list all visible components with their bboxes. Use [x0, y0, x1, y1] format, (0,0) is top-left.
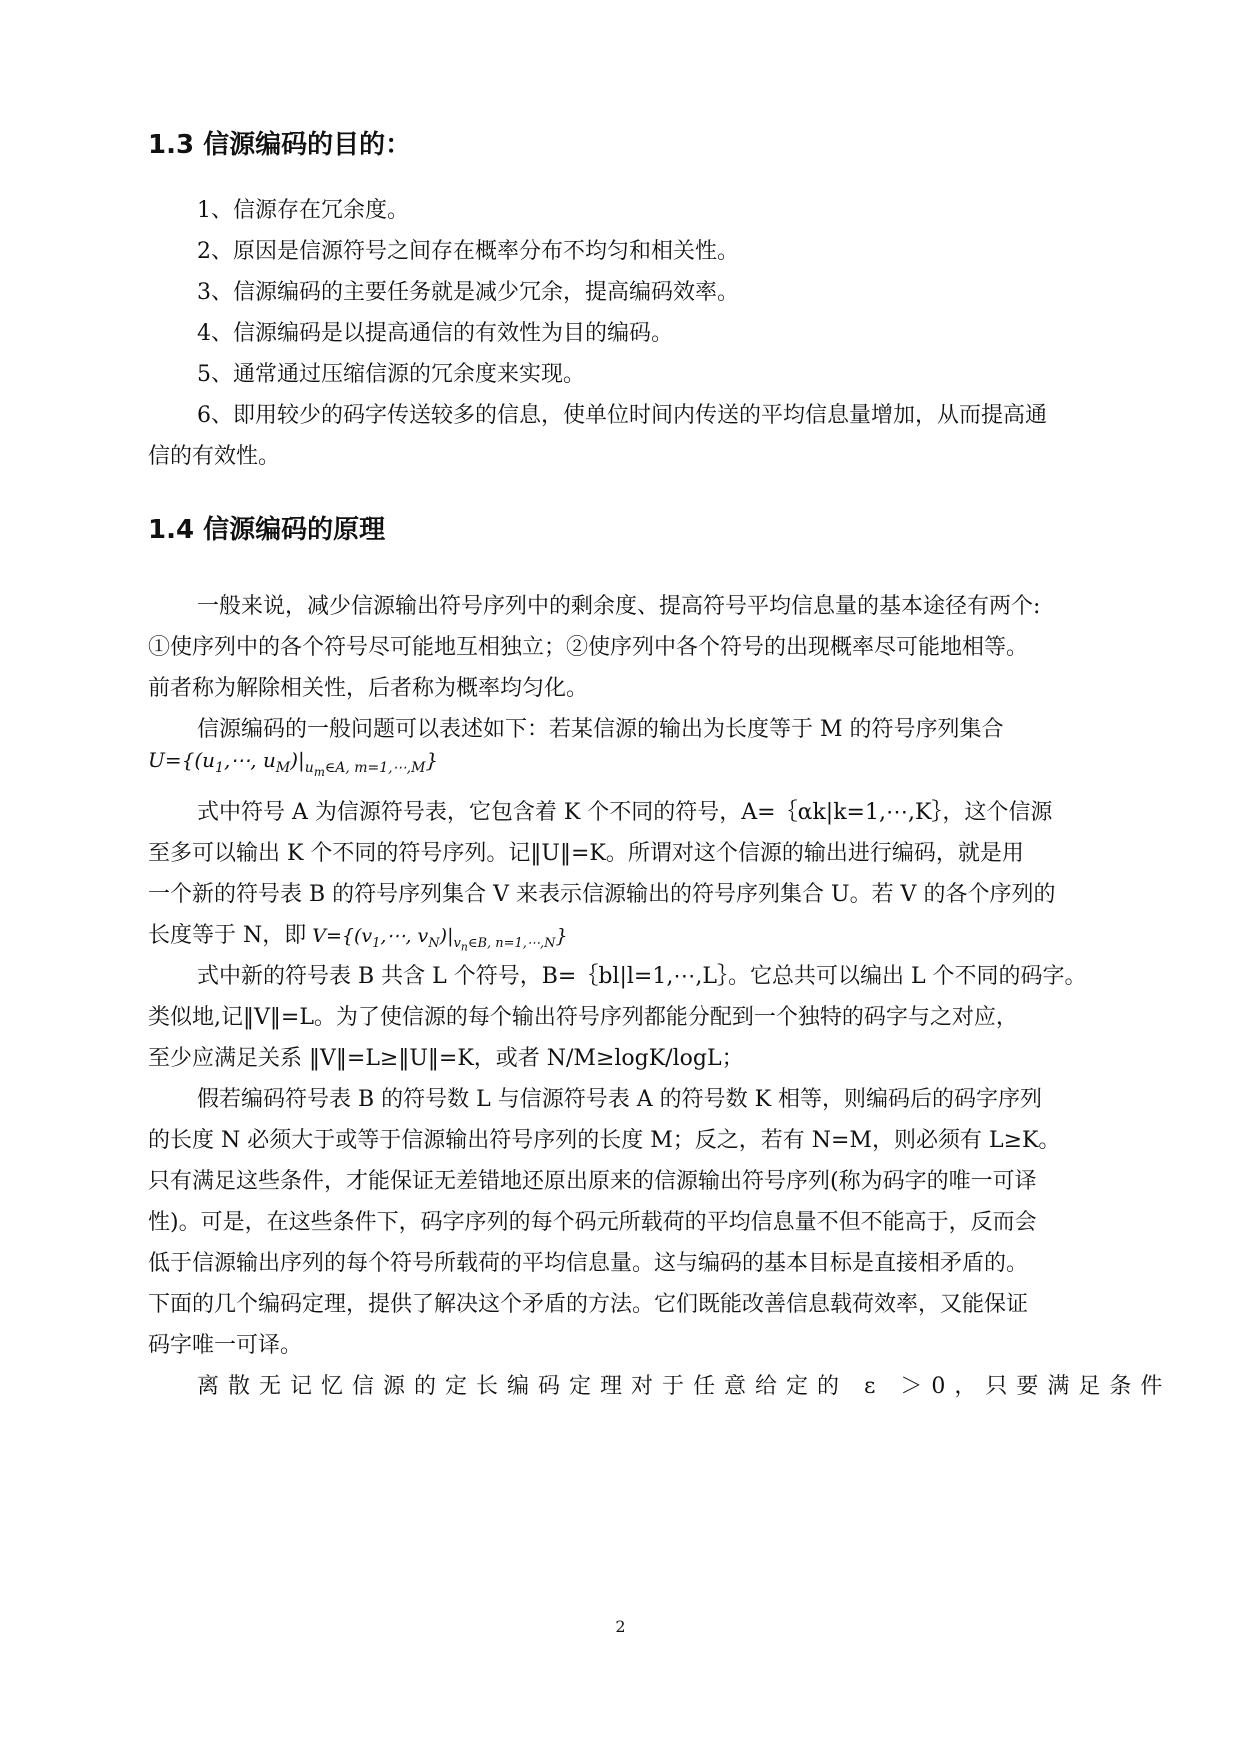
text-line-alphabet-A: 式中符号 A 为信源符号表，它包含着 K 个不同的符号，A=｛αk|k=1,⋯,K｝，这个信源	[197, 800, 1053, 825]
text-line-length-N: 长度等于 N，即 $V=\{(v_1,\cdots$, $v_N)|_{v_n\in B, n=1,\cdots,N}$}	[148, 923, 568, 954]
text-line-alphabet-B: 一个新的符号表 B 的符号序列集合 V 来表示信源输出的符号序列集合 U。若 V 的各个序列的	[148, 882, 1056, 907]
section-heading-1-4: 1.4 信源编码的原理	[148, 515, 386, 545]
purpose-item-6-cont: 信的有效性。	[148, 444, 281, 469]
text-line-fixed-length-theorem: 离散无记忆信源的定长编码定理对于任意给定的 ε ＞0，只要满足条件	[197, 1374, 1172, 1399]
principle-line-1: 一般来说，减少信源输出符号序列中的剩余度、提高符号平均信息量的基本途径有两个:	[197, 594, 1041, 619]
principle-line-4: 信源编码的一般问题可以表述如下：若某信源的输出为长度等于 M 的符号序列集合	[197, 717, 1004, 742]
text-line-assume: 假若编码符号表 B 的符号数 L 与信源符号表 A 的符号数 K 相等，则编码后的码字序列	[197, 1087, 1043, 1112]
text-line-unique: 码字唯一可译。	[148, 1333, 303, 1358]
purpose-item-6: 6、即用较少的码字传送较多的信息，使单位时间内传送的平均信息量增加，从而提高通	[197, 403, 1047, 428]
formula-V: $V=\{(v_1,\cdots$, $v_N)|_{v_n\in B, n=1,\cdots,N}$}	[312, 925, 568, 954]
text-line-however: 性)。可是，在这些条件下，码字序列的每个码元所载荷的平均信息量不但不能高于，反而会	[148, 1210, 1037, 1235]
text-line-B-symbols: 式中新的符号表 B 共含 L 个符号，B=｛bl|l=1,⋯,L｝。它总共可以编出 L 个不同的码字。	[197, 964, 1087, 989]
formula-U: $U=\{(u_1,\cdots$, $u_M)|_{u_m\in A, m=1,\cdots,M}$}	[148, 748, 439, 779]
text-line-norm-V: 类似地,记‖V‖=L。为了使信源的每个输出符号序列都能分配到一个独特的码字与之对应，	[148, 1005, 1018, 1030]
purpose-item-2: 2、原因是信源符号之间存在概率分布不均匀和相关性。	[197, 239, 739, 264]
text-line-norm-U: 至多可以输出 K 个不同的符号序列。记‖U‖=K。所谓对这个信源的输出进行编码，就是用	[148, 841, 1024, 866]
purpose-item-3: 3、信源编码的主要任务就是减少冗余，提高编码效率。	[197, 280, 739, 305]
text-line-conditions: 只有满足这些条件，才能保证无差错地还原出原来的信源输出符号序列(称为码字的唯一可译	[148, 1169, 1037, 1194]
page-number: 2	[615, 1617, 626, 1636]
text-line-theorems: 下面的几个编码定理，提供了解决这个矛盾的方法。它们既能改善信息载荷效率，又能保证	[148, 1292, 1029, 1317]
text-line-lower: 低于信源输出序列的每个符号所载荷的平均信息量。这与编码的基本目标是直接相矛盾的。	[148, 1251, 1029, 1276]
purpose-item-4: 4、信源编码是以提高通信的有效性为目的编码。	[197, 321, 673, 346]
principle-line-3: 前者称为解除相关性，后者称为概率均匀化。	[148, 676, 589, 701]
text-line-relation: 至少应满足关系 ‖V‖=L≥‖U‖=K，或者 N/M≥logK/logL；	[148, 1046, 744, 1071]
section-heading-1-3: 1.3 信源编码的目的：	[148, 130, 412, 160]
text-line-length: 的长度 N 必须大于或等于信源输出符号序列的长度 M；反之，若有 N=M，则必须有 L≥K。	[148, 1128, 1061, 1153]
purpose-item-5: 5、通常通过压缩信源的冗余度来实现。	[197, 362, 585, 387]
purpose-item-1: 1、信源存在冗余度。	[197, 198, 409, 223]
principle-line-2: ①使序列中的各个符号尽可能地互相独立；②使序列中各个符号的出现概率尽可能地相等。	[148, 635, 1029, 660]
